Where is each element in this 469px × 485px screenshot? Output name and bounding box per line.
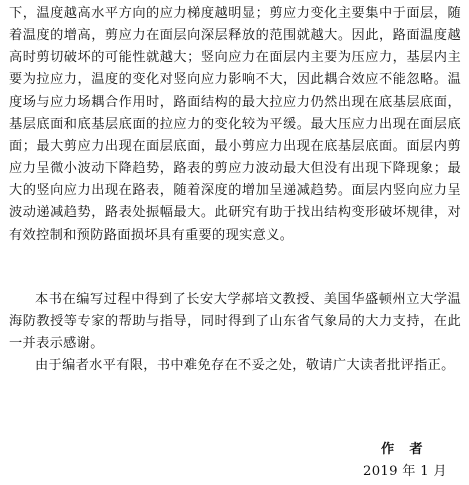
body-paragraph-1: 下，温度越高水平方向的应力梯度越明显；剪应力变化主要集中于面层，随着温度的增高，剪应力在面层向深层释放的范围就越大。因此，路面温度越高时剪切破坏的可能性就越大；竖向应力在面层内主要为压应力，基层内主要为拉应力，温度的变化对竖向应力影响不大，因此耦合效应不能忽略。温度场与应力场耦合作用时，路面结构的最大拉应力仍然出现在底基层底面，基层底面和底基层底面的拉应力的变化较为平缓。最大压应力出现在面层底面；最大剪应力出现在面层底面，最小剪应力出现在底基层底面。面层内剪应力呈微小波动下降趋势，路表的剪应力波动最大但没有出现下降现象；最大的竖向应力出现在路表，随着深度的增加呈递减趋势。面层内竖向应力呈波动递减趋势，路表处振幅最大。此研究有助于找出结构变形破坏规律，对有效控制和预防路面损坏具有重要的现实意义。 bbox=[9, 6, 461, 243]
body-paragraph-acknowledgement: 本书在编写过程中得到了长安大学郝培文教授、美国华盛顿州立大学温海防教授等专家的帮助与指导，同时得到了山东省气象局的大力支持，在此一并表示感谢。 bbox=[9, 292, 461, 352]
author-signature: 作 者 bbox=[381, 442, 424, 457]
signature-date: 2019 年 1 月 bbox=[363, 464, 447, 479]
body-paragraph-closing: 由于编者水平有限，书中难免存在不妥之处，敬请广大读者批评指正。 bbox=[35, 358, 455, 373]
